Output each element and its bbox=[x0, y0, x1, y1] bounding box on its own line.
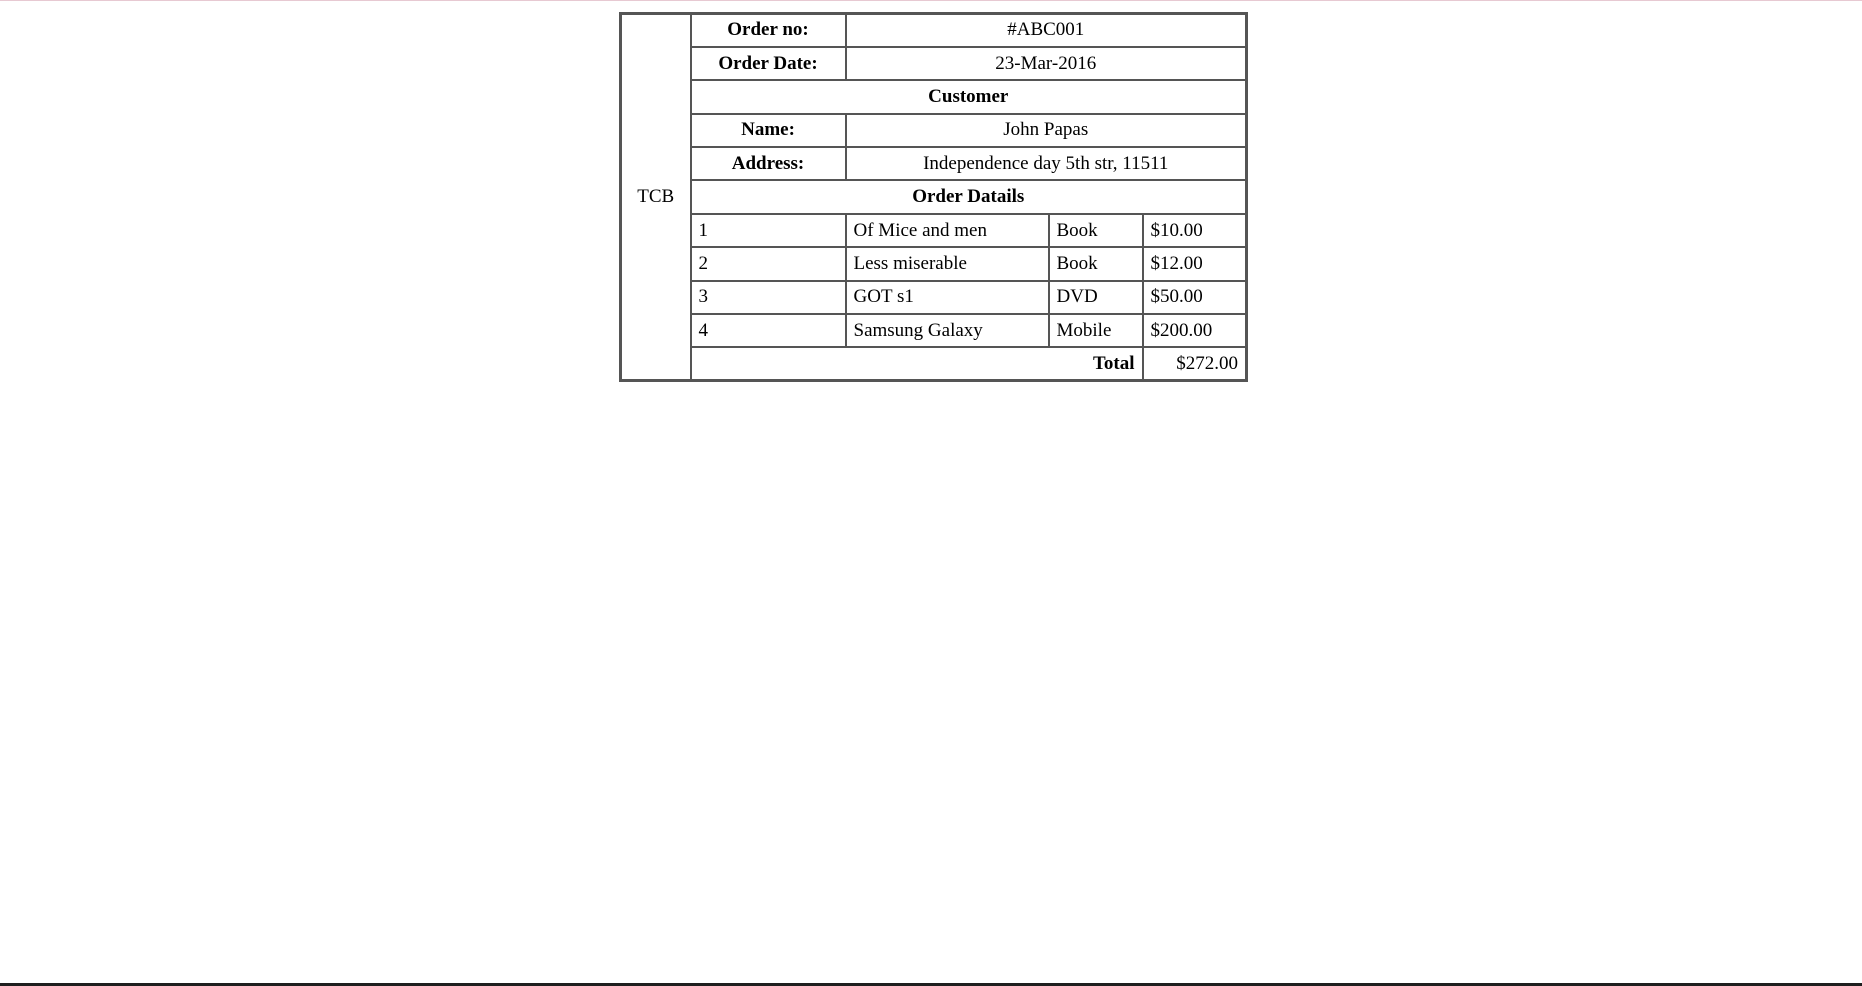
total-value: $272.00 bbox=[1143, 347, 1247, 380]
item-price: $200.00 bbox=[1143, 314, 1247, 347]
company-cell: TCB bbox=[621, 14, 691, 381]
order-date-row bbox=[621, 47, 1247, 80]
order-no-row bbox=[621, 14, 1247, 47]
table-row bbox=[621, 314, 1247, 347]
customer-heading: Customer bbox=[691, 80, 1247, 113]
order-table bbox=[619, 12, 1248, 382]
table-row bbox=[621, 281, 1247, 314]
item-type: Book bbox=[1049, 247, 1143, 280]
table-row bbox=[621, 247, 1247, 280]
item-title: GOT s1 bbox=[846, 281, 1049, 314]
order-date-label: Order Date: bbox=[691, 47, 846, 80]
order-date-value: 23-Mar-2016 bbox=[846, 47, 1247, 80]
order-no-label: Order no: bbox=[691, 14, 846, 47]
item-number: 1 bbox=[691, 214, 846, 247]
order-no-value: #ABC001 bbox=[846, 14, 1247, 47]
name-row bbox=[621, 114, 1247, 147]
order-details-heading: Order Datails bbox=[691, 180, 1247, 213]
item-price: $50.00 bbox=[1143, 281, 1247, 314]
item-type: Book bbox=[1049, 214, 1143, 247]
total-label: Total bbox=[691, 347, 1143, 380]
item-type: DVD bbox=[1049, 281, 1143, 314]
address-row bbox=[621, 147, 1247, 180]
item-title: Samsung Galaxy bbox=[846, 314, 1049, 347]
item-number: 3 bbox=[691, 281, 846, 314]
table-row bbox=[621, 214, 1247, 247]
address-label: Address: bbox=[691, 147, 846, 180]
item-type: Mobile bbox=[1049, 314, 1143, 347]
item-price: $12.00 bbox=[1143, 247, 1247, 280]
customer-heading-row bbox=[621, 80, 1247, 113]
item-price: $10.00 bbox=[1143, 214, 1247, 247]
top-border-line bbox=[0, 0, 1862, 1]
item-number: 4 bbox=[691, 314, 846, 347]
item-title: Of Mice and men bbox=[846, 214, 1049, 247]
details-heading-row bbox=[621, 180, 1247, 213]
name-value: John Papas bbox=[846, 114, 1247, 147]
item-title: Less miserable bbox=[846, 247, 1049, 280]
total-row bbox=[621, 347, 1247, 380]
item-number: 2 bbox=[691, 247, 846, 280]
address-value: Independence day 5th str, 11511 bbox=[846, 147, 1247, 180]
name-label: Name: bbox=[691, 114, 846, 147]
